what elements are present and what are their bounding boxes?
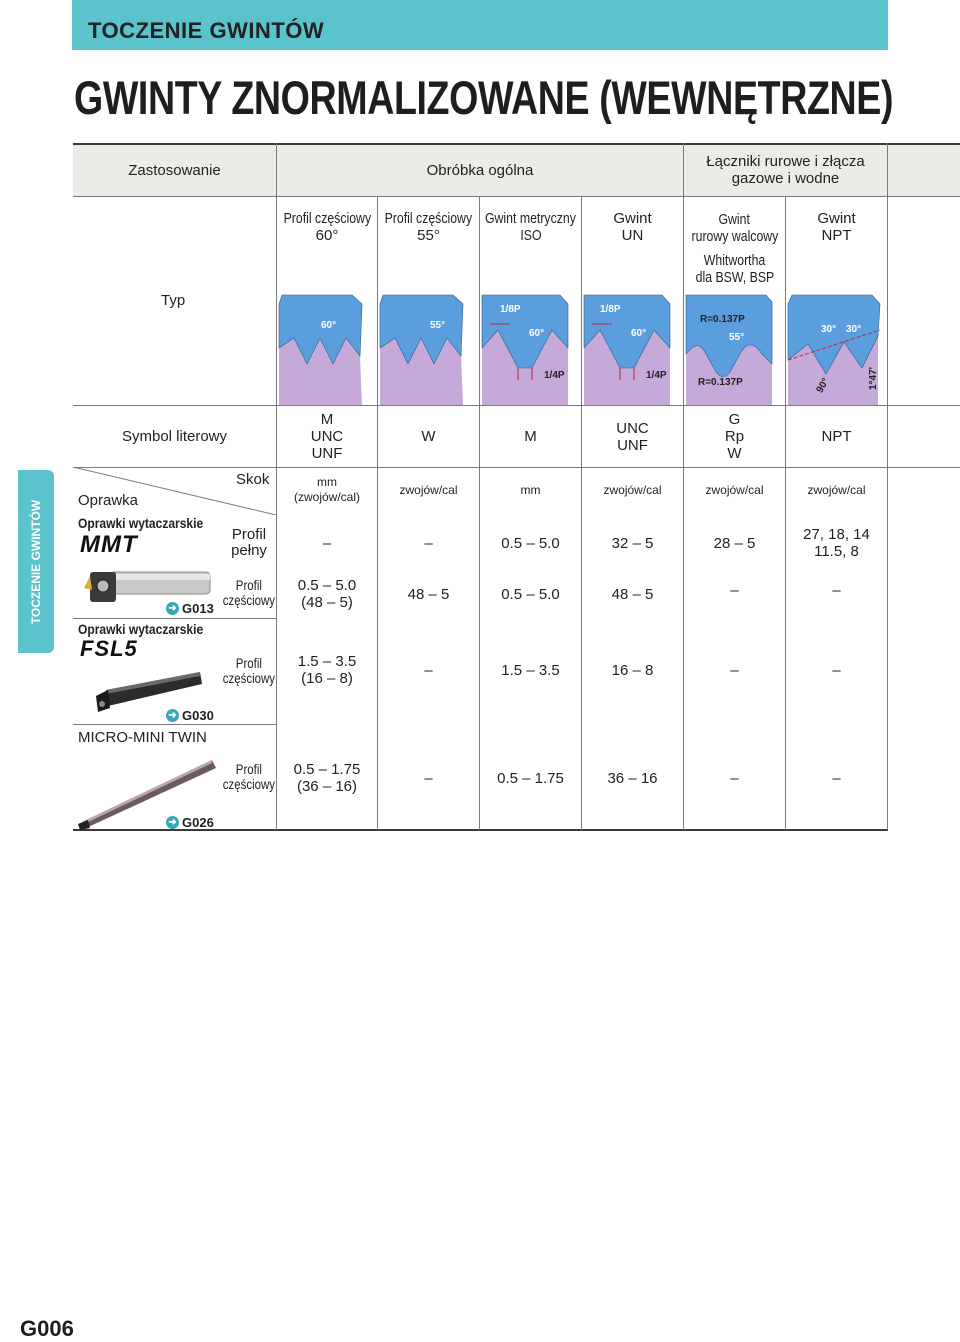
holder-label: Oprawka	[78, 492, 139, 509]
symbol-cell: NPT	[821, 428, 852, 445]
type-label: Typ	[161, 292, 186, 309]
profile-type-text: Profil częściowy	[222, 761, 276, 792]
unit-cell: zwojów/cal	[807, 482, 866, 497]
col-divider	[887, 143, 888, 197]
application-label: Zastosowanie	[128, 161, 221, 179]
type-col-partial-60	[277, 209, 377, 245]
type-subname: 55°	[417, 227, 440, 244]
profile-angle: 60°	[529, 328, 545, 339]
profile-top-dim: 1/8P	[600, 304, 621, 315]
page-ref-label: G013	[182, 601, 214, 616]
holder-title: Oprawki wytaczarskie	[78, 621, 204, 637]
pitch-cell: 0.5 – 1.75 (36 – 16)	[293, 761, 361, 795]
page-title: GWINTY ZNORMALIZOWANE (WEWNĘTRZNE)	[74, 71, 894, 124]
application-general: Obróbka ogólna	[426, 161, 534, 179]
pitch-cell: 16 – 8	[611, 661, 654, 679]
type-name: Gwint metryczny	[485, 210, 576, 227]
type-col-npt	[786, 209, 887, 245]
pitch-cell: –	[832, 581, 841, 599]
pitch-cell: 1.5 – 3.5	[501, 661, 560, 679]
type-subname: Whitwortha	[703, 251, 766, 269]
symbol-cell: M	[524, 428, 537, 445]
profile-top-dim: 1/8P	[500, 304, 521, 315]
pitch-cell: 27, 18, 14 11.5, 8	[803, 526, 870, 560]
holder-logo-mmt: MMT	[80, 531, 138, 558]
pitch-label: Skok	[236, 471, 270, 488]
profile-bottom-dim: R=0.137P	[698, 377, 743, 388]
holder-page-ref[interactable]	[166, 708, 214, 723]
section-title: TOCZENIE GWINTÓW	[88, 18, 325, 43]
type-name: Gwint	[613, 210, 652, 227]
holder-page-ref[interactable]	[166, 601, 214, 616]
type-name: Gwint	[718, 210, 751, 228]
type-col-bsp	[684, 209, 785, 287]
row-divider	[73, 196, 960, 197]
page-ref-label: G026	[182, 815, 214, 830]
holder-title: Oprawki wytaczarskie	[78, 515, 204, 531]
profile-type-text: Profil częściowy	[222, 577, 276, 608]
profile-angle: 55°	[430, 320, 446, 331]
profile-angle-bottom: 90°	[814, 376, 832, 395]
pitch-cell: 36 – 16	[607, 769, 658, 787]
profile-bottom-dim: 1/4P	[544, 370, 565, 381]
application-pipe: Łączniki rurowe i złącza gazowe i wodne	[706, 153, 865, 187]
profile-angle-left: 30°	[821, 324, 837, 335]
holder-title: MICRO-MINI TWIN	[78, 729, 207, 746]
profile-partial-55	[380, 295, 463, 405]
arrow-right-icon: ➜	[166, 709, 179, 722]
pitch-cell: 0.5 – 1.75	[497, 769, 564, 787]
profile-angle: 60°	[321, 320, 337, 331]
unit-cell: mm (zwojów/cal)	[293, 475, 360, 504]
profile-type-label	[220, 572, 278, 614]
pitch-cell: –	[322, 534, 332, 552]
profile-bottom-dim: 1/4P	[646, 370, 667, 381]
symbol-cell: W	[421, 428, 436, 445]
profile-npt	[788, 295, 880, 405]
arrow-right-icon: ➜	[166, 816, 179, 829]
side-tab-label: TOCZENIE GWINTÓW	[29, 499, 43, 624]
symbol-cell: G Rp W	[724, 411, 745, 462]
type-name: Profil częściowy	[283, 210, 371, 227]
col-divider	[887, 197, 888, 830]
profile-type-text: Profil częściowy	[222, 655, 276, 686]
profile-angle: 55°	[729, 332, 745, 343]
holder-logo-fsl5: FSL5	[80, 636, 138, 661]
profile-partial-60	[279, 295, 362, 405]
pitch-cell: 48 – 5	[611, 585, 654, 603]
pitch-cell: –	[424, 661, 433, 679]
type-subname: dla BSW, BSP	[695, 268, 774, 286]
profile-taper: 1°47'	[868, 366, 879, 390]
pitch-cell: –	[730, 769, 739, 787]
holder-divider	[73, 618, 276, 619]
type-col-iso	[480, 209, 581, 245]
unit-cell: mm	[520, 482, 541, 497]
unit-cell: zwojów/cal	[603, 482, 662, 497]
pitch-cell: 1.5 – 3.5 (16 – 8)	[297, 653, 357, 687]
pitch-cell: –	[730, 661, 739, 679]
profile-un	[584, 295, 670, 405]
symbol-label: Symbol literowy	[121, 428, 228, 445]
type-name: Gwint	[817, 210, 856, 227]
pitch-cell: –	[832, 661, 841, 679]
type-subname: 60°	[315, 227, 339, 244]
profile-angle: 60°	[631, 328, 647, 339]
type-subname: rurowy walcowy	[691, 227, 778, 245]
profile-type-label	[220, 756, 278, 798]
holder-divider	[73, 724, 276, 725]
pitch-cell: 0.5 – 5.0 (48 – 5)	[297, 577, 357, 611]
pitch-cell: –	[832, 769, 841, 787]
arrow-right-icon: ➜	[166, 602, 179, 615]
pitch-cell: 32 – 5	[611, 534, 654, 552]
type-subname: NPT	[821, 227, 852, 244]
side-tab-label-wrap	[18, 470, 54, 653]
profile-type-label: Profil pełny	[231, 526, 267, 559]
type-subname: UN	[621, 227, 644, 244]
holder-image-mmt	[82, 566, 212, 606]
pitch-cell: 0.5 – 5.0	[501, 534, 560, 552]
symbol-cell: M UNC UNF	[310, 411, 344, 462]
type-col-partial-55	[378, 209, 479, 245]
thread-profiles	[277, 292, 887, 405]
type-subname: ISO	[519, 227, 542, 244]
pitch-cell: –	[424, 534, 433, 552]
profile-bsp	[686, 295, 772, 405]
pitch-cell: 0.5 – 5.0	[501, 585, 560, 603]
pitch-cell: –	[424, 769, 433, 787]
pitch-cell: 28 – 5	[713, 534, 756, 552]
profile-type-label	[220, 650, 278, 692]
pitch-cell: 48 – 5	[407, 585, 450, 603]
page-number: G006	[20, 1316, 74, 1341]
holder-page-ref[interactable]	[166, 815, 214, 830]
unit-cell: zwojów/cal	[399, 482, 458, 497]
pitch-cell: –	[730, 581, 739, 599]
type-name: Profil częściowy	[384, 210, 473, 227]
unit-cell: zwojów/cal	[705, 482, 764, 497]
profile-top-dim: R=0.137P	[700, 314, 745, 325]
profile-iso	[482, 295, 568, 405]
profile-angle-right: 30°	[846, 324, 862, 335]
page-ref-label: G030	[182, 708, 214, 723]
symbol-cell: UNC UNF	[616, 419, 649, 454]
type-col-un	[582, 209, 683, 245]
